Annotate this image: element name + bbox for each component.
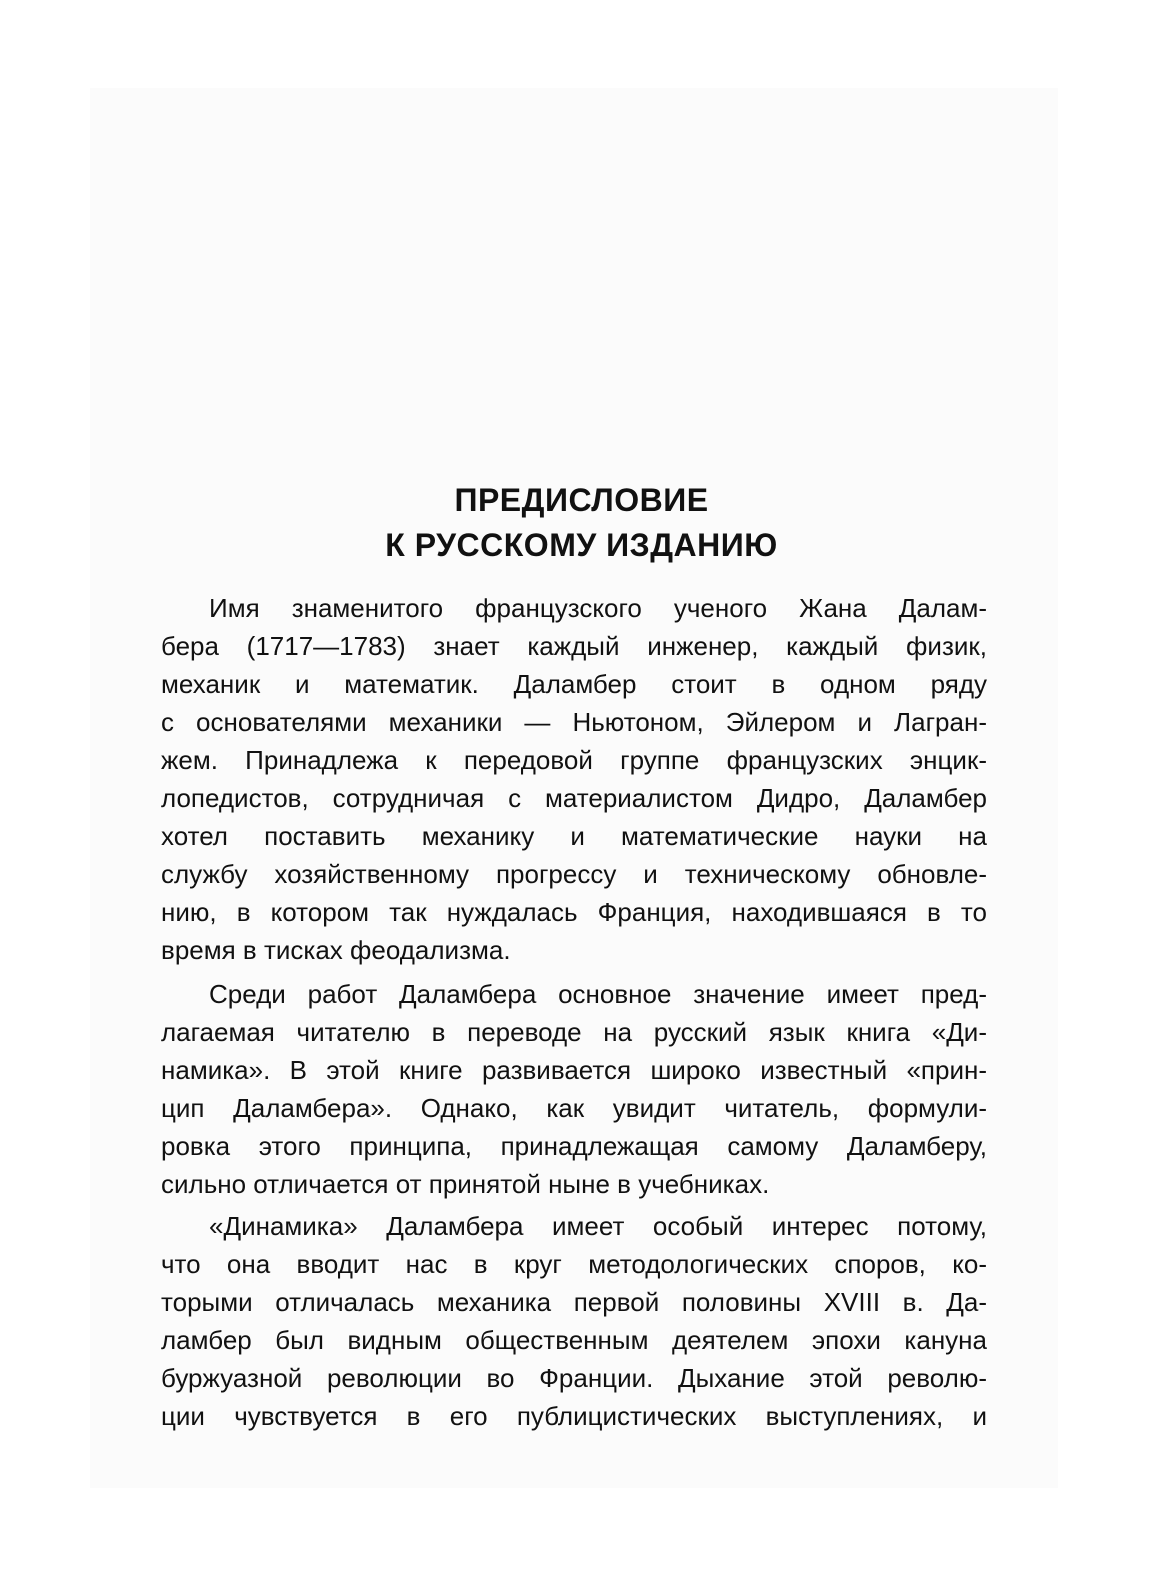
text-line: жем. Принадлежа к передовой группе французских энцик-: [161, 745, 987, 775]
text-line: ровка этого принципа, принадлежащая самому Даламберу,: [161, 1131, 987, 1161]
text-line: торыми отличалась механика первой половины XVIII в. Да-: [161, 1287, 987, 1317]
page-subtitle: К РУССКОМУ ИЗДАНИЮ: [385, 527, 778, 563]
text-line: механик и математик. Даламбер стоит в одном ряду: [161, 669, 987, 699]
text-line: бера (1717—1783) знает каждый инженер, каждый физик,: [161, 631, 987, 661]
text-line: цип Даламбера». Однако, как увидит читатель, формули-: [161, 1093, 987, 1123]
text-line: хотел поставить механику и математические науки на: [161, 821, 987, 851]
text-line: Имя знаменитого французского ученого Жана Далам-: [209, 593, 987, 623]
text-line: с основателями механики — Ньютоном, Эйлером и Лагран-: [161, 707, 987, 737]
text-line: нию, в котором так нуждалась Франция, находившаяся в то: [161, 897, 987, 927]
text-line: буржуазной революции во Франции. Дыхание этой револю-: [161, 1363, 987, 1393]
text-line: лопедистов, сотрудничая с материалистом Дидро, Даламбер: [161, 783, 987, 813]
text-line: лагаемая читателю в переводе на русский язык книга «Ди-: [161, 1017, 987, 1047]
text-line: службу хозяйственному прогрессу и техническому обновле-: [161, 859, 987, 889]
text-line: «Динамика» Даламбера имеет особый интерес потому,: [209, 1211, 987, 1241]
page-title: ПРЕДИСЛОВИЕ: [454, 482, 709, 518]
text-line: намика». В этой книге развивается широко известный «прин-: [161, 1055, 987, 1085]
text-line: Среди работ Даламбера основное значение имеет пред-: [209, 979, 987, 1009]
text-line: сильно отличается от принятой ныне в учебниках.: [161, 1169, 770, 1199]
text-line: время в тисках феодализма.: [161, 935, 511, 965]
text-line: ции чувствуется в его публицистических выступлениях, и: [161, 1401, 987, 1431]
text-line: что она вводит нас в круг методологических споров, ко-: [161, 1249, 987, 1279]
text-line: ламбер был видным общественным деятелем эпохи кануна: [161, 1325, 987, 1355]
